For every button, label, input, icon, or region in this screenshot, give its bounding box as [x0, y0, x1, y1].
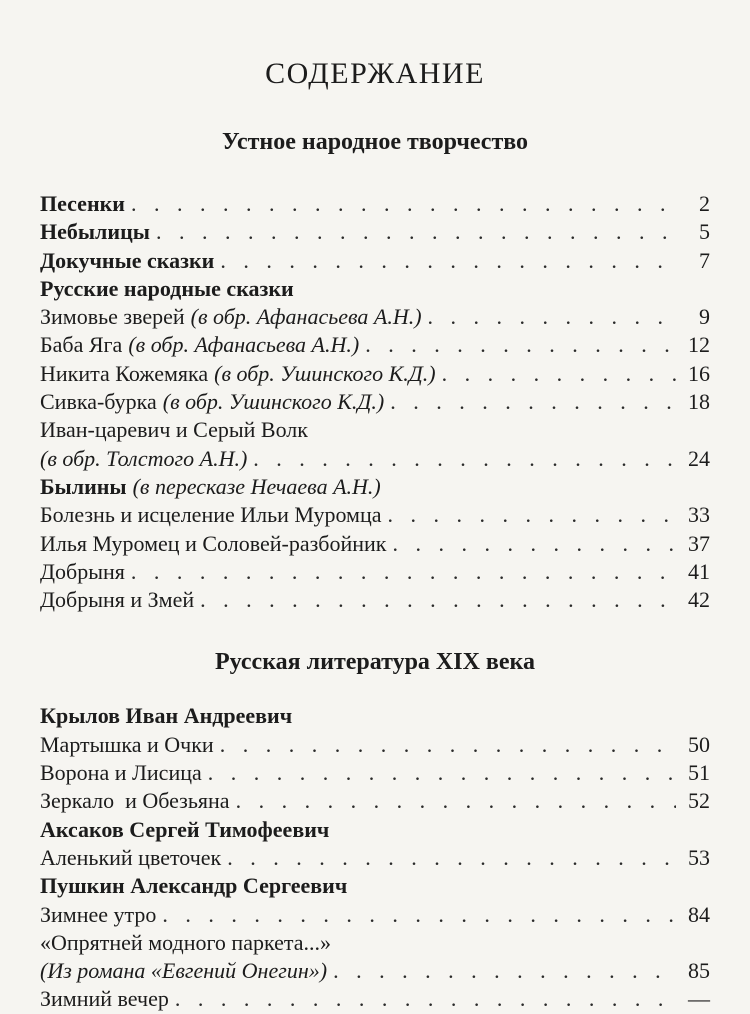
entry-page: 51 — [688, 760, 710, 786]
toc-entry[interactable] — [40, 303, 710, 331]
toc-entry[interactable] — [40, 247, 710, 275]
toc-entry[interactable] — [40, 901, 710, 929]
entry-page: 52 — [688, 788, 710, 814]
entry-page: 7 — [699, 247, 710, 273]
section-heading-folk: Устное народное творчество — [221, 129, 529, 155]
entry-title: Аленький цветочек — [40, 844, 222, 870]
author-heading-pushkin: Пушкин Александр Сергеевич — [40, 873, 348, 899]
entry-note: (Из романа «Евгений Онегин») — [40, 958, 328, 984]
dot-leader — [236, 787, 676, 815]
toc-entry[interactable] — [40, 787, 710, 815]
entry-page: 18 — [688, 389, 710, 415]
dot-leader — [208, 759, 676, 787]
entry-title: Зимнее утро — [40, 901, 157, 927]
entry-title: Зимний вечер — [40, 986, 169, 1012]
dot-leader — [220, 247, 676, 275]
entry-page: 53 — [688, 844, 710, 870]
entry-title: Зимовье зверей — [40, 304, 185, 330]
entry-title: Ворона и Лисица — [40, 760, 202, 786]
entry-page: 42 — [688, 587, 710, 613]
entry-page: 24 — [688, 445, 710, 471]
toc-entry[interactable] — [40, 558, 710, 586]
entry-page: 41 — [688, 558, 710, 584]
toc-entry[interactable] — [40, 331, 710, 359]
entry-title: Добрыня и Змей — [40, 587, 195, 613]
entry-title: Песенки — [40, 191, 125, 216]
entry-page: 5 — [699, 219, 710, 245]
dot-leader — [428, 303, 676, 331]
dot-leader — [220, 731, 676, 759]
entry-note: (в обр. Ушинского К.Д.) — [162, 389, 385, 415]
author-heading-aksakov: Аксаков Сергей Тимофеевич — [40, 816, 330, 842]
entry-title: Зеркало и Обезьяна — [40, 788, 230, 814]
entry-title: Докучные сказки — [40, 247, 215, 273]
dot-leader — [393, 530, 677, 558]
entry-note: (в пересказе Нечаева А.Н.) — [132, 473, 381, 499]
author-heading-krylov: Крылов Иван Андреевич — [40, 703, 293, 729]
entry-note: (в обр. Ушинского К.Д.) — [214, 360, 436, 386]
dot-leader — [253, 445, 676, 473]
subsection-heading-fairy-tales: Русские народные сказки — [40, 275, 294, 301]
dot-leader — [365, 331, 676, 359]
toc-entry[interactable] — [40, 501, 710, 529]
entry-title: Сивка-бурка — [40, 389, 157, 415]
toc-entry[interactable] — [40, 731, 710, 759]
toc-entry[interactable] — [40, 530, 710, 558]
toc-entry[interactable] — [40, 759, 710, 787]
entry-note: (в обр. Толстого А.Н.) — [40, 445, 248, 471]
entry-page: 9 — [699, 304, 710, 330]
entry-title: Никита Кожемяка — [40, 360, 209, 386]
dot-leader — [162, 901, 676, 929]
dot-leader — [200, 586, 676, 614]
entry-title: Мартышка и Очки — [40, 731, 214, 757]
section-heading-19th-century: Русская литература XIX века — [214, 649, 536, 676]
entry-title: Небылицы — [40, 219, 150, 245]
toc-entry[interactable] — [40, 218, 710, 246]
entry-title-line[interactable]: Иван-царевич и Серый Волк — [40, 417, 308, 443]
dot-leader — [442, 360, 676, 388]
page-title: СОДЕРЖАНИЕ — [265, 57, 485, 90]
entry-title: Баба Яга — [40, 332, 123, 358]
entry-page: 33 — [688, 502, 710, 528]
toc-entry[interactable] — [40, 360, 710, 388]
entry-title: Болезнь и исцеление Ильи Муромца — [40, 502, 382, 528]
toc-entry[interactable] — [40, 957, 710, 985]
entry-title: Былины — [40, 473, 127, 499]
entry-note: (в обр. Афанасьева А.Н.) — [128, 332, 360, 358]
toc-entry[interactable] — [40, 190, 710, 218]
entry-page: 84 — [688, 901, 710, 927]
dot-leader — [387, 501, 676, 529]
entry-title-line[interactable]: «Опрятней модного паркета...» — [40, 929, 332, 955]
toc-entry[interactable] — [40, 844, 710, 872]
toc-entry[interactable] — [40, 445, 710, 473]
entry-page: 37 — [688, 530, 710, 556]
entry-title: Добрыня — [40, 558, 125, 584]
dot-leader — [390, 388, 676, 416]
entry-title: Илья Муромец и Соловей-разбойник — [40, 530, 387, 556]
entry-note: (в обр. Афанасьева А.Н.) — [190, 304, 422, 330]
dot-leader — [156, 218, 676, 246]
dot-leader — [131, 558, 676, 586]
entry-page: 85 — [688, 958, 710, 984]
folk-section — [40, 190, 710, 614]
subsection-heading-byliny — [40, 473, 710, 501]
entry-page: 2 — [699, 191, 710, 216]
dot-leader — [227, 844, 676, 872]
entry-page: 12 — [688, 332, 710, 358]
dot-leader — [333, 957, 676, 985]
entry-page: 50 — [688, 731, 710, 757]
literature-section — [40, 702, 710, 1013]
toc-entry[interactable] — [40, 388, 710, 416]
toc-entry[interactable] — [40, 586, 710, 614]
entry-page: — — [688, 986, 710, 1012]
entry-page: 16 — [688, 360, 710, 386]
dot-leader — [131, 190, 676, 218]
